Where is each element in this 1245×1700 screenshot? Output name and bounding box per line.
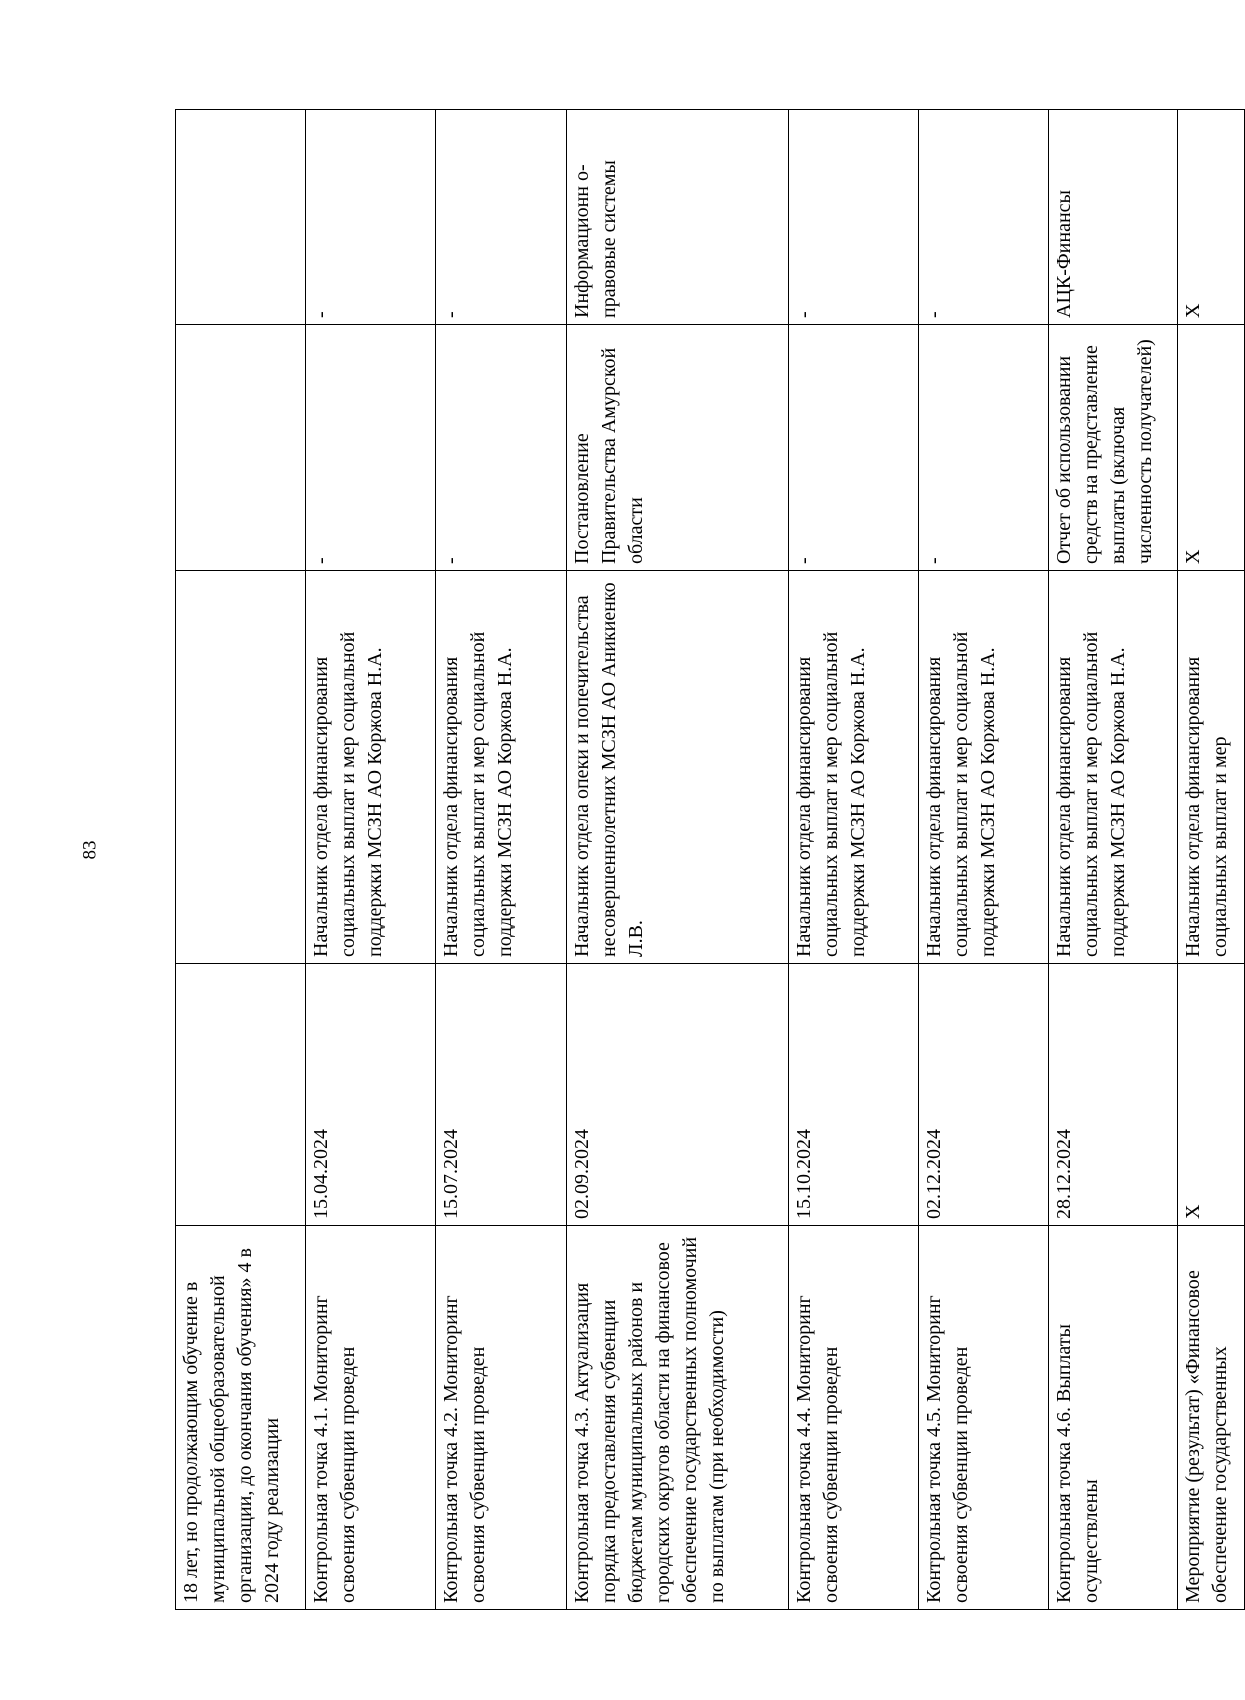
date-cell: 15.07.2024 [436,964,567,1226]
event-cell: Контрольная точка 4.6. Выплаты осуществлены [1048,1226,1178,1610]
system-cell: - [919,110,1049,325]
page-number [78,832,102,868]
control-points-table [175,109,1245,1610]
table-row [919,110,1049,1610]
rotated-table-frame [175,110,1245,1610]
page-number-text: 83 [79,840,100,860]
system-cell: Информационн о-правовые системы [567,110,789,325]
responsible-cell: Начальник отдела финансирования социальных выплат и мер социальной поддержки МСЗН АО Коржова Н.А. [789,571,919,964]
rotated-table-wrapper [175,110,1245,1610]
responsible-cell: Начальник отдела финансирования социальных выплат и мер [1178,571,1245,964]
document-cell: - [436,325,567,571]
document-cell: Отчет об использовании средств на представление выплаты (включая численность получателей) [1048,325,1178,571]
table-row [1178,110,1245,1610]
table-row [789,110,919,1610]
responsible-cell [176,571,306,964]
table-row [305,110,436,1610]
system-cell: - [436,110,567,325]
document-cell: - [789,325,919,571]
responsible-cell: Начальник отдела финансирования социальных выплат и мер социальной поддержки МСЗН АО Коржова Н.А. [305,571,436,964]
system-cell: АЦК-Финансы [1048,110,1178,325]
document-cell: - [305,325,436,571]
date-cell [176,964,306,1226]
date-cell: X [1178,964,1245,1226]
event-cell: 18 лет, но продолжающим обучение в муниципальной общеобразовательной организации, до окончания обучения» 4 в 2024 году реализации [176,1226,306,1610]
event-cell: Контрольная точка 4.2. Мониторинг освоения субвенции проведен [436,1226,567,1610]
date-cell: 02.12.2024 [919,964,1049,1226]
table-row [436,110,567,1610]
document-cell: - [919,325,1049,571]
table-row [176,110,306,1610]
date-cell: 28.12.2024 [1048,964,1178,1226]
event-cell: Контрольная точка 4.3. Актуализация порядка предоставления субвенции бюджетам муниципальных районов и городских округов области на финансовое обеспечение государственных полномочий по выплатам (при необходимости) [567,1226,789,1610]
date-cell: 02.09.2024 [567,964,789,1226]
system-cell: - [305,110,436,325]
document-cell: X [1178,325,1245,571]
event-cell: Контрольная точка 4.4. Мониторинг освоения субвенции проведен [789,1226,919,1610]
system-cell [176,110,306,325]
responsible-cell: Начальник отдела опеки и попечительства несовершеннолетних МСЗН АО Аникиенко Л.В. [567,571,789,964]
responsible-cell: Начальник отдела финансирования социальных выплат и мер социальной поддержки МСЗН АО Коржова Н.А. [1048,571,1178,964]
table-row [567,110,789,1610]
document-cell [176,325,306,571]
event-cell: Контрольная точка 4.5. Мониторинг освоения субвенции проведен [919,1226,1049,1610]
event-cell: Контрольная точка 4.1. Мониторинг освоения субвенции проведен [305,1226,436,1610]
date-cell: 15.10.2024 [789,964,919,1226]
system-cell: - [789,110,919,325]
system-cell: X [1178,110,1245,325]
event-cell: Мероприятие (результат) «Финансовое обеспечение государственных [1178,1226,1245,1610]
responsible-cell: Начальник отдела финансирования социальных выплат и мер социальной поддержки МСЗН АО Коржова Н.А. [436,571,567,964]
responsible-cell: Начальник отдела финансирования социальных выплат и мер социальной поддержки МСЗН АО Коржова Н.А. [919,571,1049,964]
date-cell: 15.04.2024 [305,964,436,1226]
document-cell: Постановление Правительства Амурской области [567,325,789,571]
table-row [1048,110,1178,1610]
